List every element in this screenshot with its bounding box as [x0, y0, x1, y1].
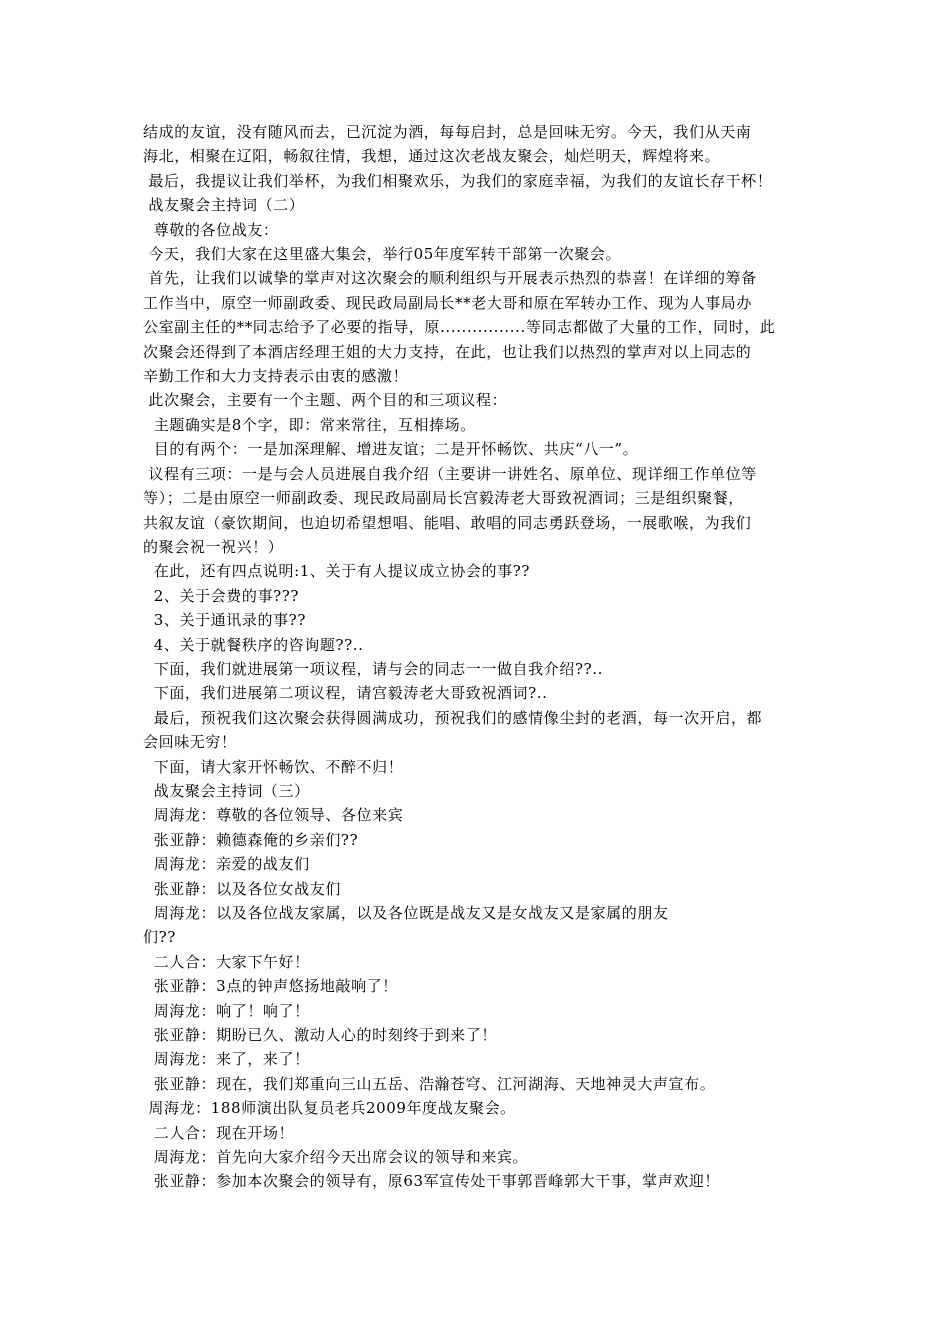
text-line: 议程有三项：一是与会人员进展自我介绍（主要讲一讲姓名、原单位、现详细工作单位等	[143, 464, 757, 483]
text-line: 公室副主任的**同志给予了必要的指导，原................等同志都做了大量的工作，同时，此	[143, 318, 776, 337]
text-line: 周海龙：来了，来了！	[143, 1050, 310, 1069]
text-line: 下面，我们就进展第一项议程，请与会的同志一一做自我介绍??..	[143, 659, 603, 678]
text-line: 等）；二是由原空一师副政委、现民政局副局长宫毅涛老大哥致祝酒词；三是组织聚餐，	[143, 489, 744, 508]
text-line: 张亚静：现在，我们郑重向三山五岳、浩瀚苍穹、江河湖海、天地神灵大声宣布。	[143, 1074, 716, 1093]
text-line: 目的有两个：一是加深理解、增进友谊；二是开怀畅饮、共庆“八一”。	[143, 440, 639, 459]
text-line: 尊敬的各位战友：	[143, 220, 279, 239]
text-line: 会回味无穷！	[143, 733, 237, 752]
text-line: 结成的友谊，没有随风而去，已沉淀为酒，每每启封，总是回味无穷。今天，我们从天南	[143, 123, 752, 141]
text-line: 海北，相聚在辽阳，畅叙往情，我想，通过这次老战友聚会，灿烂明天，辉煌将来。	[143, 147, 721, 166]
text-line: 2、关于会费的事???	[143, 586, 300, 605]
text-line: 张亚静：赖德森俺的乡亲们??	[143, 830, 359, 849]
text-line: 最后，我提议让我们举杯，为我们相聚欢乐，为我们的家庭幸福，为我们的友谊长存干杯！	[143, 171, 773, 190]
text-line: 战友聚会主持词（二）	[143, 196, 305, 215]
text-line: 工作当中，原空一师副政委、现民政局副局长**老大哥和原在军转办工作、现为人事局办	[143, 293, 753, 312]
text-line: 的聚会祝一祝兴！）	[143, 537, 284, 556]
text-line: 张亚静：以及各位女战友们	[143, 879, 341, 898]
text-line: 下面，我们进展第二项议程，请宫毅涛老大哥致祝酒词?..	[143, 684, 548, 703]
text-line: 在此，还有四点说明:1、关于有人提议成立协会的事??	[143, 562, 531, 581]
text-line: 二人合：现在开场！	[143, 1123, 295, 1142]
text-line: 们??	[143, 928, 176, 947]
text-line: 张亚静：3点的钟声悠扬地敲响了！	[143, 977, 398, 996]
text-line: 下面，请大家开怀畅饮、不醉不归！	[143, 757, 404, 776]
text-line: 周海龙：响了！响了！	[143, 1001, 310, 1020]
text-line: 张亚静：期盼已久、激动人心的时刻终于到来了！	[143, 1026, 497, 1045]
text-line: 主题确实是8个字，即：常来常往，互相捧场。	[143, 415, 476, 434]
text-line: 共叙友谊（豪饮期间，也迫切希望想唱、能唱、敢唱的同志勇跃登场，一展歌喉，为我们	[143, 513, 752, 532]
text-line: 首先，让我们以诚挚的掌声对这次聚会的顺利组织与开展表示热烈的恭喜！在详细的筹备	[143, 269, 757, 288]
text-line: 此次聚会，主要有一个主题、两个目的和三项议程：	[143, 391, 508, 410]
text-line: 次聚会还得到了本酒店经理王姐的大力支持，在此，也让我们以热烈的掌声对以上同志的	[143, 342, 752, 361]
document-body	[143, 120, 815, 1194]
text-line: 最后，预祝我们这次聚会获得圆满成功，预祝我们的感情像尘封的老酒，每一次开启，都	[143, 708, 763, 727]
text-line: 辛勤工作和大力支持表示由衷的感激！	[143, 367, 409, 386]
text-line: 周海龙：以及各位战友家属，以及各位既是战友又是女战友又是家属的朋友	[143, 904, 669, 922]
text-line: 二人合：大家下午好！	[143, 952, 310, 971]
text-line: 周海龙：尊敬的各位领导、各位来宾	[143, 806, 404, 825]
text-line: 3、关于通讯录的事??	[143, 611, 306, 630]
text-line: 战友聚会主持词（三）	[143, 781, 310, 800]
text-line: 周海龙：亲爱的战友们	[143, 855, 310, 874]
text-line: 周海龙：首先向大家介绍今天出席会议的领导和来宾。	[143, 1148, 529, 1167]
text-line: 4、关于就餐秩序的咨询题??..	[143, 635, 364, 654]
text-line: 今天，我们大家在这里盛大集会，举行05年度军转干部第一次聚会。	[143, 245, 622, 264]
text-line: 张亚静：参加本次聚会的领导有，原63军宣传处干事郭晋峰郭大干事，掌声欢迎！	[143, 1172, 721, 1191]
text-line: 周海龙：188师演出队复员老兵2009年度战友聚会。	[143, 1099, 516, 1118]
